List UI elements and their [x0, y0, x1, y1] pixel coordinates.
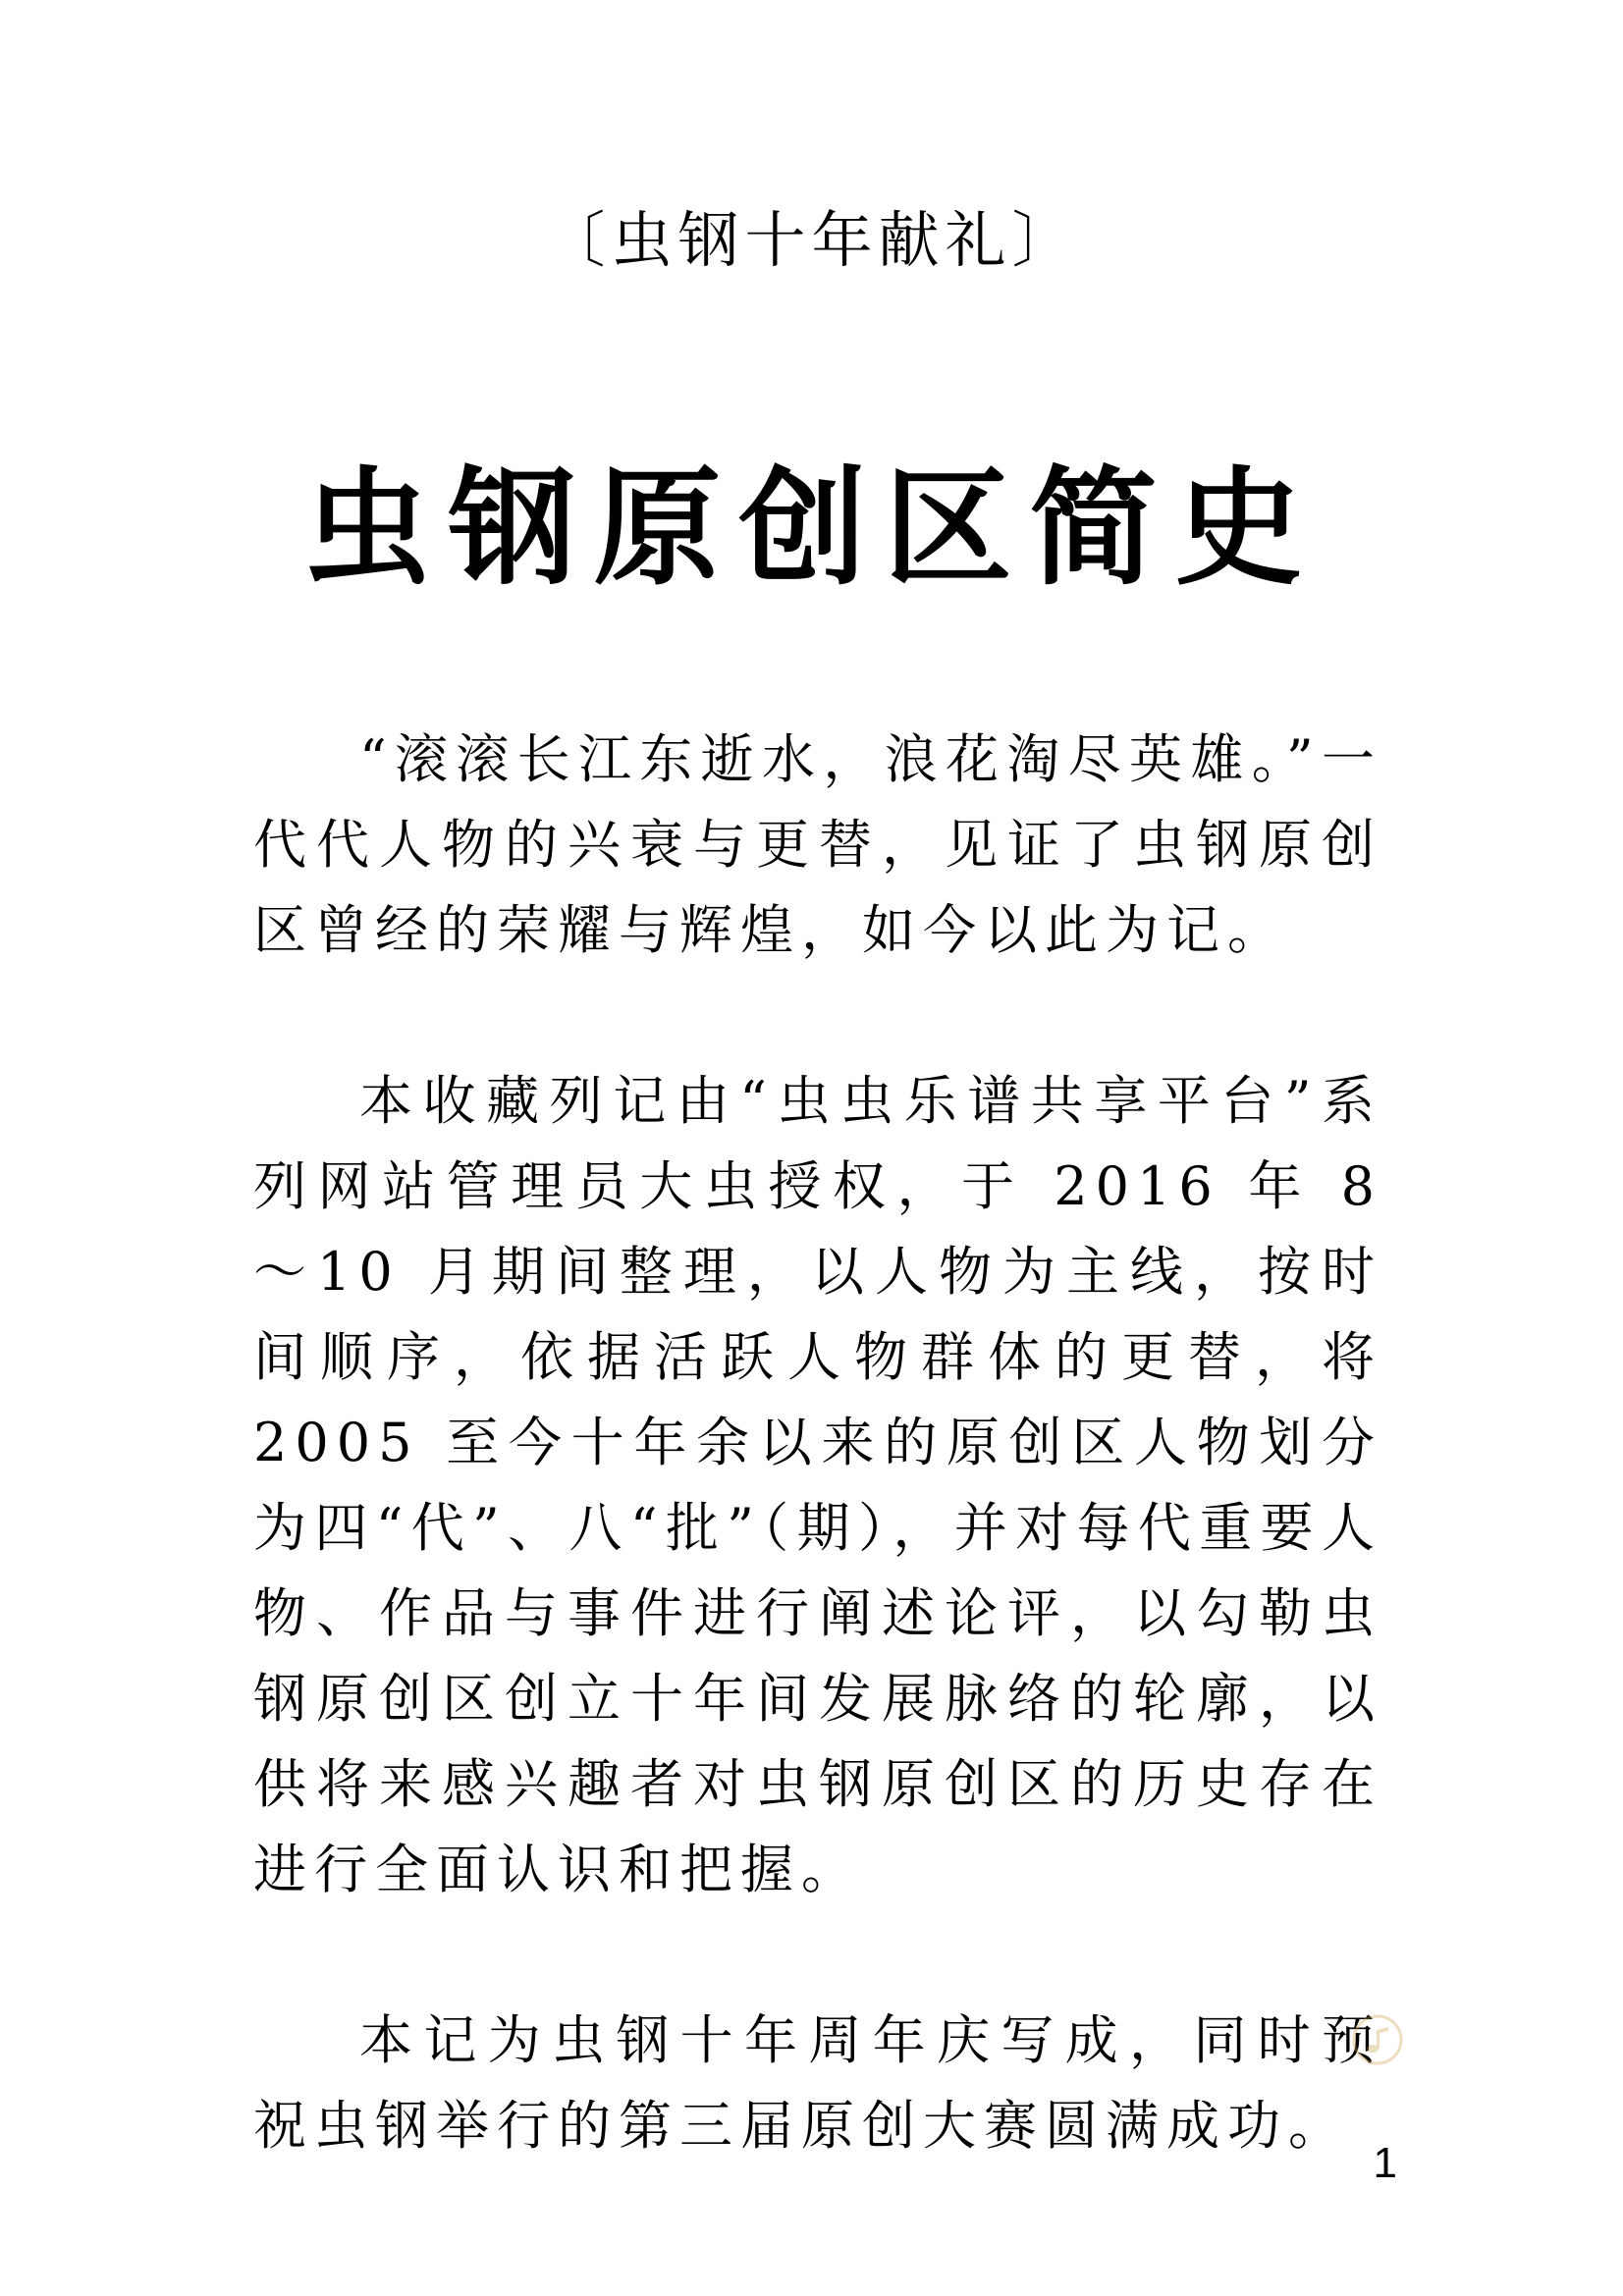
site-watermark: [1350, 2012, 1527, 2071]
page-number: 1: [1373, 2139, 1397, 2187]
paragraph-dedication: 本记为虫钢十年周年庆写成，同时预祝虫钢举行的第三届原创大赛圆满成功。: [253, 2009, 1382, 2157]
paragraph-description: 本收藏列记由“虫虫乐谱共享平台”系列网站管理员大虫授权，于 2016 年 8～10 月期间整理，以人物为主线，按时间顺序，依据活跃人物群体的更替，将 2005 至今十年余以来的原创区人物划分为四“代”、八“批”（期），并对每代重要人物、作品与事件进行阐述论评，以勾勒虫钢原创区创立十年间发展脉络的轮廓，以供将来感兴趣者对虫钢原创区的历史存在进行全面认识和把握。: [253, 1070, 1382, 1900]
document-body: [253, 717, 1382, 2168]
document-subtitle: 〔虫钢十年献礼〕: [544, 204, 1079, 276]
music-note-icon: [1350, 2012, 1405, 2067]
document-title: 虫钢原创区简史: [302, 453, 1321, 603]
paragraph-intro: “滚滚长江东逝水，浪花淘尽英雄。”一代代人物的兴衰与更替，见证了虫钢原创区曾经的荣耀与辉煌，如今以此为记。: [253, 728, 1382, 961]
